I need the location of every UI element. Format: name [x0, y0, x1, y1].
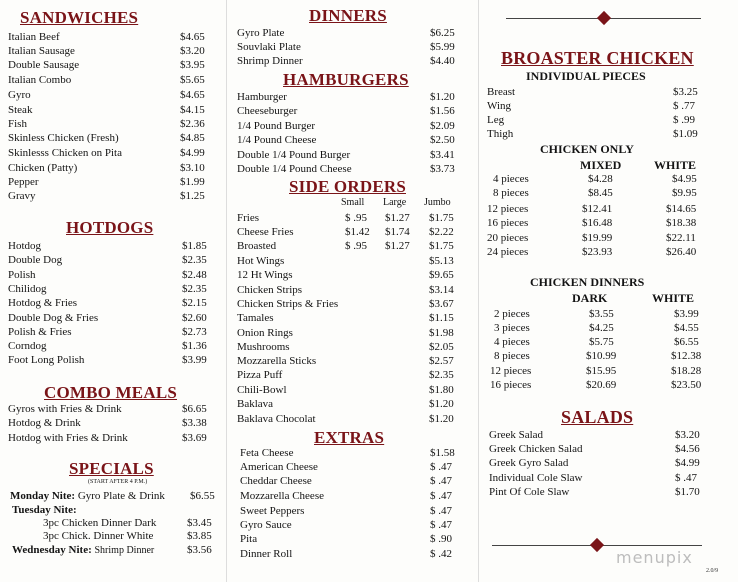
list-item: Corndog $1.36 [8, 340, 207, 352]
list-item: Hotdog $1.85 [8, 240, 207, 252]
list-item: Double 1/4 Pound Burger $3.41 [237, 149, 455, 161]
column-divider [478, 0, 479, 582]
dark-column-header: DARK [572, 291, 608, 305]
list-item: Hot Wings $5.13 [237, 255, 454, 267]
chicken-dinners-subheading: CHICKEN DINNERS [530, 275, 645, 289]
size-header-jumbo: Jumbo [424, 197, 451, 208]
list-item: Baklava Chocolat $1.20 [237, 413, 454, 425]
chicken-only-subheading: CHICKEN ONLY [540, 142, 634, 156]
extras-heading: EXTRAS [314, 428, 385, 447]
list-item: Pizza Puff $2.35 [237, 369, 454, 381]
white-column-header: WHITE [652, 291, 695, 305]
list-item: Gyro Plate $6.25 [237, 27, 455, 39]
list-item: Cheeseburger $1.56 [237, 105, 455, 117]
diamond-ornament [590, 538, 604, 552]
combo-meals-heading: COMBO MEALS [44, 383, 178, 402]
list-item: Mozzarella Cheese $ .47 [240, 490, 452, 502]
list-item: Mushrooms $2.05 [237, 341, 454, 353]
page-mark: 2.0/9 [706, 568, 719, 574]
list-item: Cheddar Cheese $ .47 [240, 475, 452, 487]
list-item: Skinless Chicken (Fresh) $4.85 [8, 132, 205, 144]
list-item: 16 pieces $20.69 $23.50 [490, 379, 702, 391]
list-item: Chicken (Patty) $3.10 [8, 162, 205, 174]
list-item: Double Dog $2.35 [8, 254, 207, 266]
list-item: Hotdog & Drink $3.38 [8, 417, 207, 429]
specials-heading: SPECIALS [69, 459, 154, 478]
list-item: Chicken Strips & Fries $3.67 [237, 298, 454, 310]
list-item: Pepper $1.99 [8, 176, 205, 188]
list-item: Tamales $1.15 [237, 312, 454, 324]
list-item: 8 pieces $10.99 $12.38 [494, 350, 702, 362]
list-item: 1/4 Pound Burger $2.09 [237, 120, 455, 132]
list-item: Leg $ .99 [487, 114, 695, 126]
list-item: 3pc Chick. Dinner White $3.85 [43, 530, 212, 542]
list-item: Italian Beef $4.65 [8, 31, 205, 43]
list-item: Steak $4.15 [8, 104, 205, 116]
side-orders-heading: SIDE ORDERS [289, 177, 406, 196]
list-item: Pint Of Cole Slaw $1.70 [489, 486, 700, 498]
size-header-small: Small [341, 197, 365, 208]
salads-heading: SALADS [561, 407, 634, 427]
list-item: 1/4 Pound Cheese $2.50 [237, 134, 455, 146]
list-item: Thigh $1.09 [487, 128, 698, 140]
hotdogs-heading: HOTDOGS [66, 218, 154, 237]
list-item: Fish $2.36 [8, 118, 205, 130]
list-item: Mozzarella Sticks $2.57 [237, 355, 454, 367]
list-item: Dinner Roll $ .42 [240, 548, 452, 560]
list-item: Polish $2.48 [8, 269, 207, 281]
menupix-watermark: menupix [616, 548, 693, 567]
list-item: Hotdog & Fries $2.15 [8, 297, 207, 309]
list-item: 2 pieces $3.55 $3.99 [494, 308, 699, 320]
list-item: Individual Cole Slaw $ .47 [489, 472, 697, 484]
list-item: Shrimp Dinner $4.40 [237, 55, 455, 67]
list-item: Sweet Peppers $ .47 [240, 505, 452, 517]
dinners-heading: DINNERS [309, 6, 387, 25]
list-item: Gyro Sauce $ .47 [240, 519, 452, 531]
list-item: Baklava $1.20 [237, 398, 454, 410]
list-item: Greek Chicken Salad $4.56 [489, 443, 700, 455]
specials-note: (START AFTER 4 P.M.) [88, 479, 148, 485]
list-item: Onion Rings $1.98 [237, 327, 454, 339]
list-item: Chilidog $2.35 [8, 283, 207, 295]
list-item: Gyros with Fries & Drink $6.65 [8, 403, 207, 415]
list-item: Pita $ .90 [240, 533, 452, 545]
list-item: American Cheese $ .47 [240, 461, 452, 473]
list-item: Broasted $ .95 $1.27 $1.75 [237, 240, 454, 252]
individual-pieces-subheading: INDIVIDUAL PIECES [526, 69, 646, 83]
list-item: 24 pieces $23.93 $26.40 [487, 246, 697, 258]
hamburgers-heading: HAMBURGERS [283, 70, 409, 89]
sandwiches-heading: SANDWICHES [20, 8, 139, 27]
list-item: Hotdog with Fries & Drink $3.69 [8, 432, 207, 444]
diamond-ornament [597, 11, 611, 25]
list-item: Monday Nite: Gyro Plate & Drink $6.55 [10, 490, 215, 502]
list-item: Gyro $4.65 [8, 89, 205, 101]
column-divider [226, 0, 227, 582]
list-item: Hamburger $1.20 [237, 91, 455, 103]
list-item: 12 pieces $15.95 $18.28 [490, 365, 702, 377]
list-item: 4 pieces $4.28 $4.95 [493, 173, 697, 185]
list-item: Fries $ .95 $1.27 $1.75 [237, 212, 454, 224]
list-item: Greek Gyro Salad $4.99 [489, 457, 700, 469]
mixed-column-header: MIXED [580, 158, 622, 172]
list-item: Wednesday Nite: Shrimp Dinner $3.56 [12, 544, 212, 556]
broaster-chicken-heading: BROASTER CHICKEN [501, 48, 694, 68]
list-item: Skinlesss Chicken on Pita $4.99 [8, 147, 205, 159]
list-item: Feta Cheese $1.58 [240, 447, 455, 459]
list-item: Double Sausage $3.95 [8, 59, 205, 71]
list-item: Chili-Bowl $1.80 [237, 384, 454, 396]
list-item: Chicken Strips $3.14 [237, 284, 454, 296]
list-item: Breast $3.25 [487, 86, 698, 98]
list-item: 8 pieces $8.45 $9.95 [493, 187, 697, 199]
list-item: Souvlaki Plate $5.99 [237, 41, 455, 53]
list-item: Gravy $1.25 [8, 190, 205, 202]
list-item: Foot Long Polish $3.99 [8, 354, 207, 366]
size-header-large: Large [383, 197, 407, 208]
list-item: Double Dog & Fries $2.60 [8, 312, 207, 324]
list-item: 4 pieces $5.75 $6.55 [494, 336, 699, 348]
list-item: Wing $ .77 [487, 100, 695, 112]
list-item: 16 pieces $16.48 $18.38 [487, 217, 697, 229]
list-item: Greek Salad $3.20 [489, 429, 700, 441]
list-item: Cheese Fries $1.42 $1.74 $2.22 [237, 226, 454, 238]
list-item: Polish & Fries $2.73 [8, 326, 207, 338]
white-column-header: WHITE [654, 158, 697, 172]
list-item: Italian Sausage $3.20 [8, 45, 205, 57]
list-item: Italian Combo $5.65 [8, 74, 205, 86]
list-item: 3pc Chicken Dinner Dark $3.45 [43, 517, 212, 529]
list-item: Double 1/4 Pound Cheese $3.73 [237, 163, 455, 175]
list-item: 12 pieces $12.41 $14.65 [487, 203, 697, 215]
list-item: 3 pieces $4.25 $4.55 [494, 322, 699, 334]
list-item: 12 Ht Wings $9.65 [237, 269, 454, 281]
list-item: 20 pieces $19.99 $22.11 [487, 232, 696, 244]
list-item: Tuesday Nite: [12, 504, 77, 516]
